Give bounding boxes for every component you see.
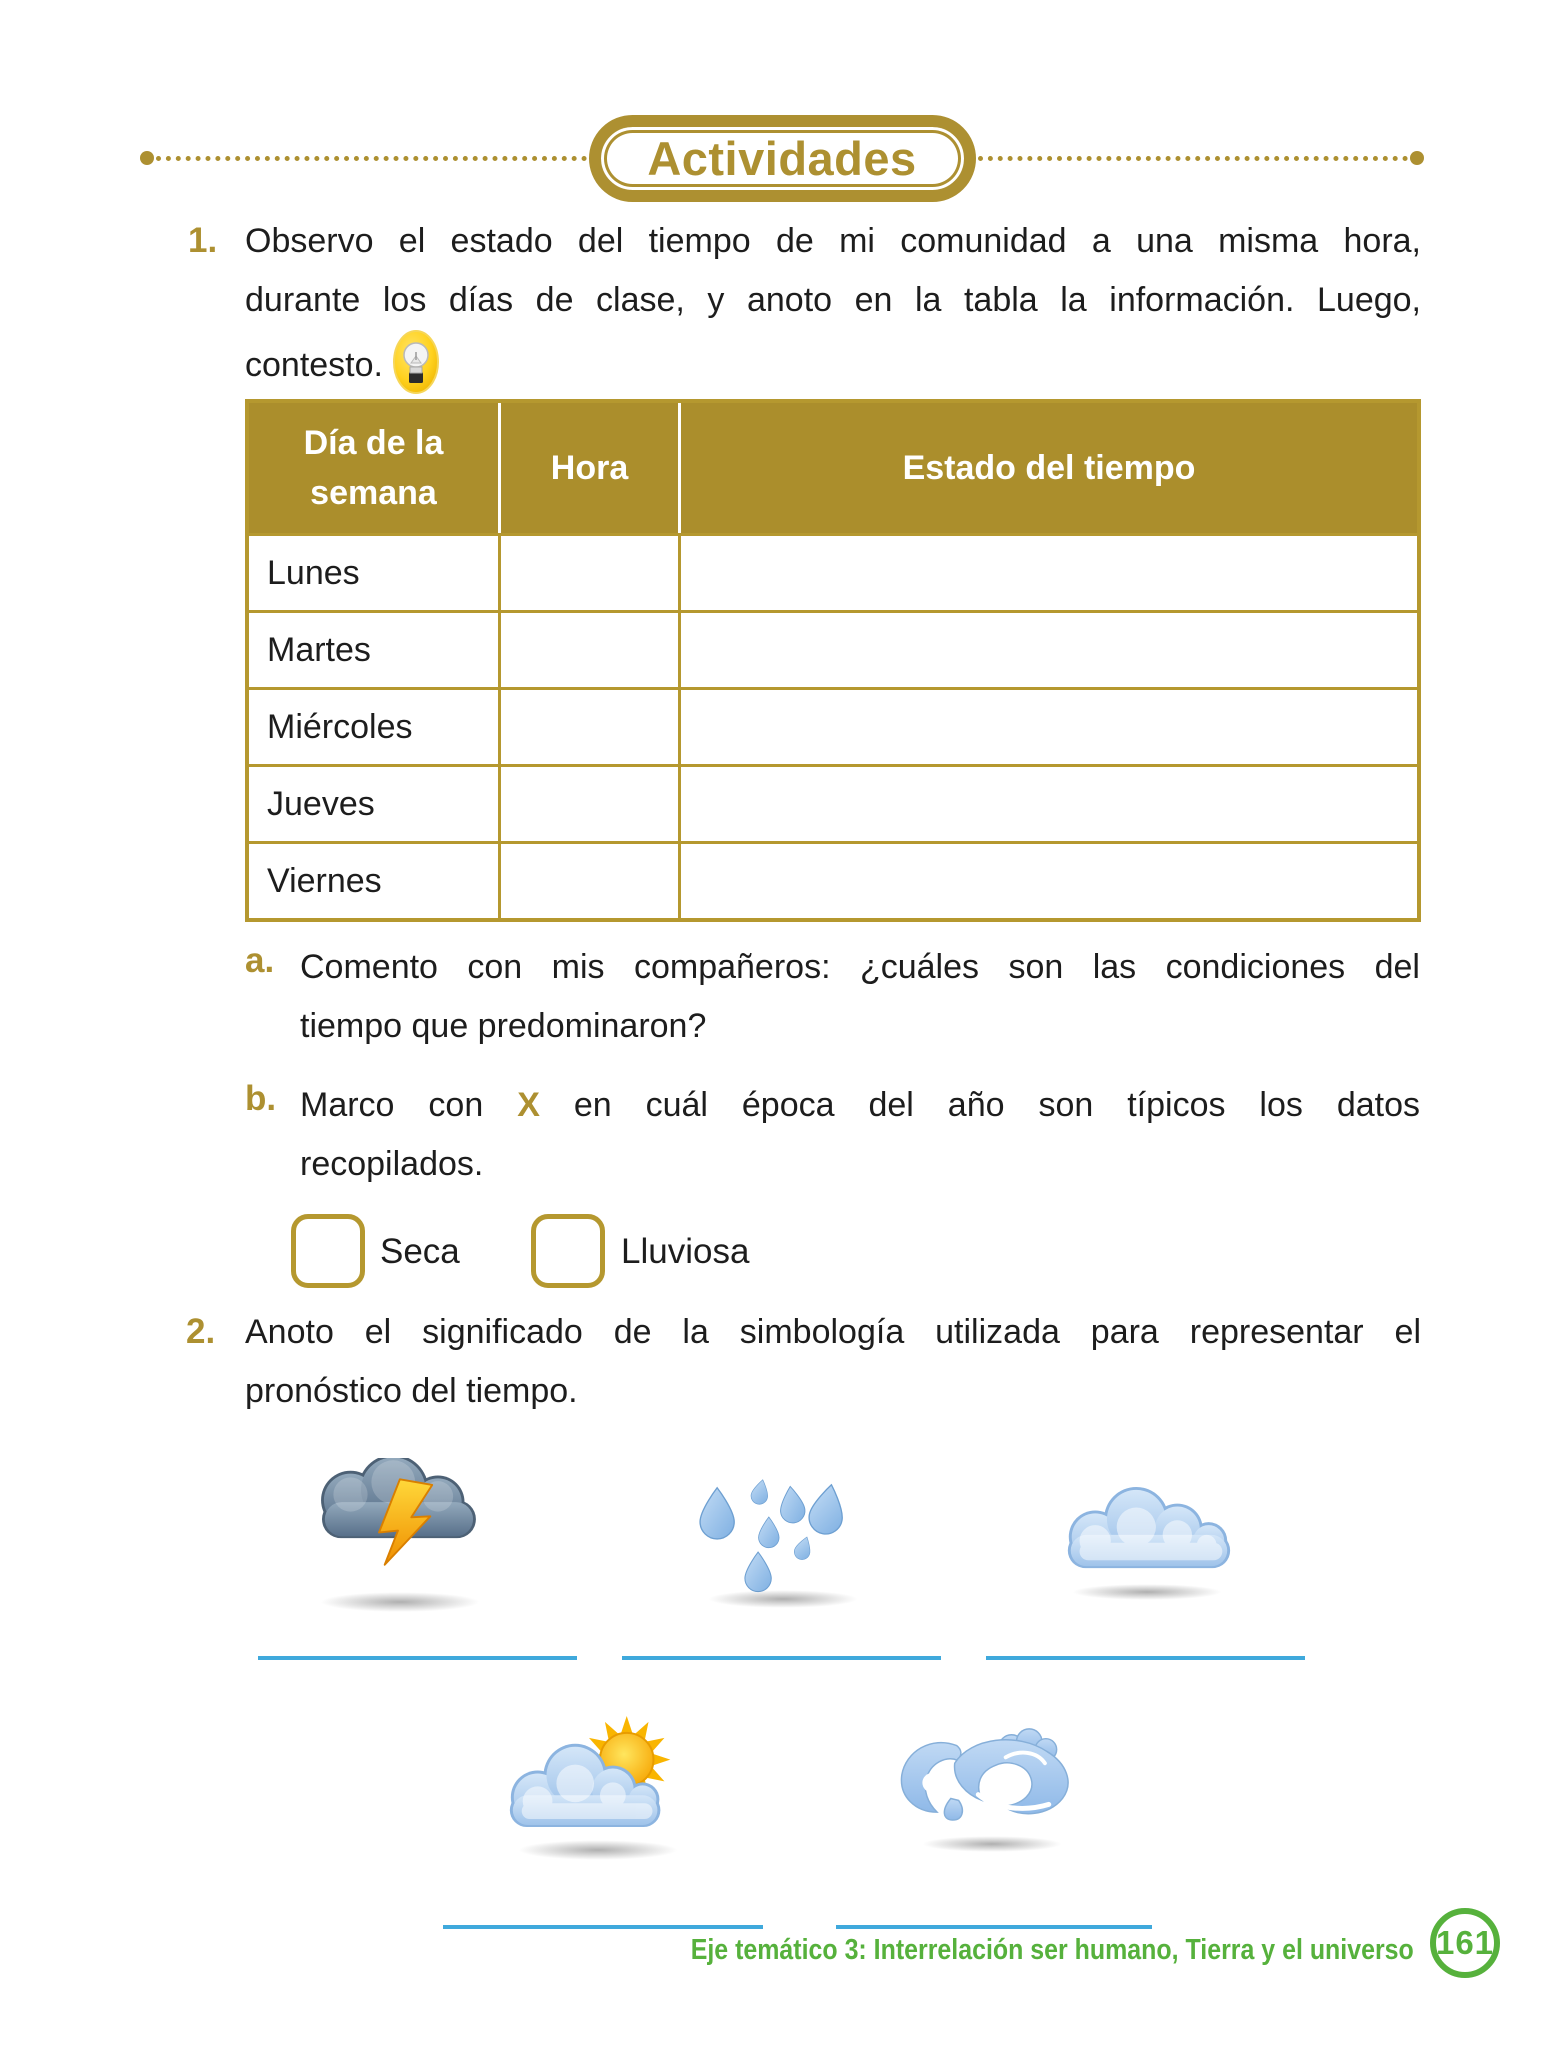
item-a-line2: tiempo que predominaron? <box>300 1007 707 1045</box>
day-label: Miércoles <box>267 707 413 746</box>
page-number-badge <box>1430 1908 1500 1978</box>
answer-line-thunderstorm[interactable] <box>258 1656 577 1660</box>
rule-end-dot-right <box>1410 151 1424 165</box>
table-row <box>249 533 1417 610</box>
item1-text <box>245 212 1421 395</box>
raindrops-icon <box>698 1478 864 1595</box>
item-a-line1: Comento con mis compañeros: ¿cuáles son las condiciones del <box>300 948 1420 986</box>
table-row <box>249 610 1417 687</box>
table-header-row <box>249 403 1417 533</box>
item2-line1: Anoto el significado de la simbología utilizada para representar el <box>245 1313 1421 1351</box>
icon-shadow <box>1072 1584 1222 1600</box>
table-row <box>249 841 1417 918</box>
item-b-label: b. <box>245 1079 277 1118</box>
estado-input-cell[interactable] <box>681 690 1417 764</box>
estado-input-cell[interactable] <box>681 767 1417 841</box>
item2-number: 2. <box>186 1312 216 1351</box>
item1-line3: contesto. <box>245 330 1421 395</box>
item2-text <box>245 1303 1421 1421</box>
activities-badge <box>589 115 976 202</box>
estado-input-cell[interactable] <box>681 613 1417 687</box>
hora-input-cell[interactable] <box>501 844 681 918</box>
checkbox-lluviosa[interactable] <box>531 1214 605 1288</box>
checkbox-seca[interactable] <box>291 1214 365 1288</box>
day-label: Jueves <box>267 784 375 823</box>
weather-observation-table <box>245 399 1421 922</box>
item1-line1: Observo el estado del tiempo de mi comunidad a una misma hora, <box>245 222 1421 260</box>
header-cell-hora: Hora <box>501 403 681 533</box>
hora-input-cell[interactable] <box>501 536 681 610</box>
thunderstorm-icon <box>303 1458 493 1568</box>
item1-line2: durante los días de clase, y anoto en la tabla la información. Luego, <box>245 281 1421 319</box>
icon-shadow <box>518 1840 678 1860</box>
answer-line-raindrops[interactable] <box>622 1656 941 1660</box>
activities-header <box>140 112 1424 204</box>
rule-end-dot-left <box>140 151 154 165</box>
item-b-text <box>300 1076 1420 1194</box>
icon-shadow <box>708 1590 858 1608</box>
table-row <box>249 764 1417 841</box>
checkbox-lluviosa-label: Lluviosa <box>621 1232 750 1271</box>
dotted-rule-left <box>156 156 587 161</box>
lightbulb-icon <box>393 330 439 394</box>
estado-input-cell[interactable] <box>681 844 1417 918</box>
footer-theme-text: Eje temático 3: Interrelación ser humano, Tierra y el universo <box>690 1934 1414 1966</box>
day-label: Viernes <box>267 861 382 900</box>
item-b-line1: Marco con X en cuál época del año son típicos los datos <box>300 1086 1421 1124</box>
item1-number: 1. <box>188 221 218 260</box>
answer-line-cloudy[interactable] <box>986 1656 1305 1660</box>
wind-icon <box>892 1724 1088 1822</box>
mark-x: X <box>517 1086 540 1124</box>
day-label: Lunes <box>267 553 360 592</box>
hora-input-cell[interactable] <box>501 613 681 687</box>
icon-shadow <box>922 1836 1062 1852</box>
header-cell-estado: Estado del tiempo <box>902 449 1196 487</box>
dotted-rule-right <box>978 156 1409 161</box>
cloudy-icon <box>1050 1486 1246 1574</box>
partly-cloudy-icon <box>494 1714 702 1833</box>
page-number: 161 <box>1435 1924 1495 1961</box>
item-a-text <box>300 938 1420 1056</box>
item2-line2: pronóstico del tiempo. <box>245 1372 578 1410</box>
hora-input-cell[interactable] <box>501 767 681 841</box>
checkbox-seca-label: Seca <box>380 1232 460 1271</box>
activities-badge-label: Actividades <box>647 131 917 185</box>
item-b-line2: recopilados. <box>300 1145 484 1183</box>
item-a-label: a. <box>245 941 275 980</box>
hora-input-cell[interactable] <box>501 690 681 764</box>
estado-input-cell[interactable] <box>681 536 1417 610</box>
header-cell-day: Día de la semana <box>249 403 501 533</box>
day-label: Martes <box>267 630 371 669</box>
table-row <box>249 687 1417 764</box>
icon-shadow <box>320 1592 480 1612</box>
